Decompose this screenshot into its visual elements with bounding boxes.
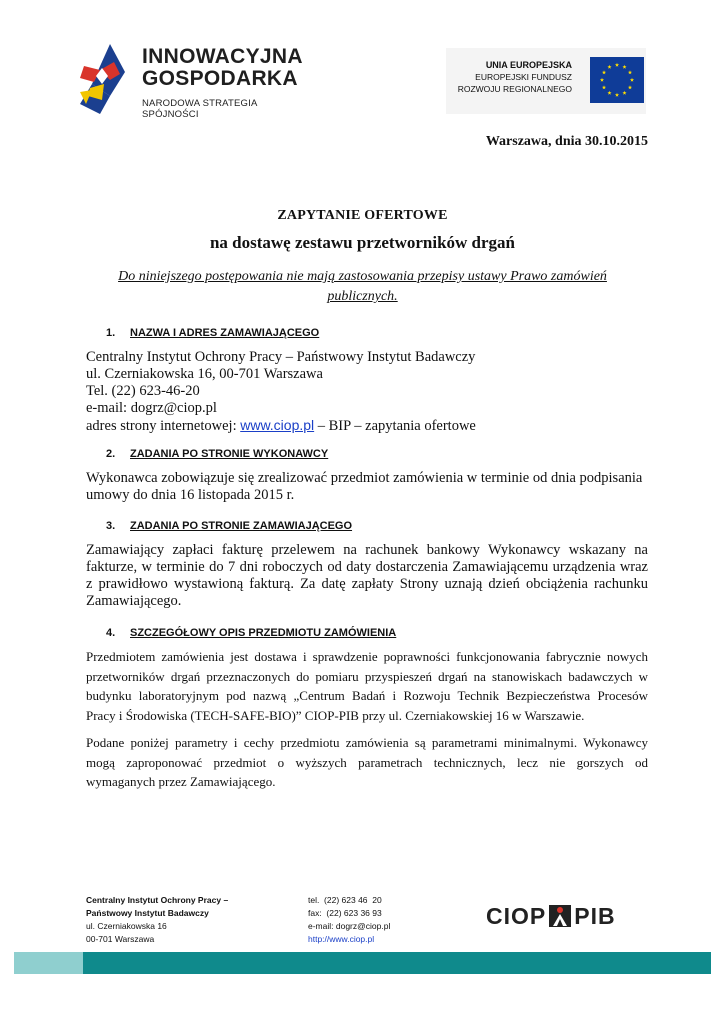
section-4-paragraph-1 bbox=[86, 647, 648, 725]
section-2-number: 2. bbox=[106, 448, 116, 460]
section-4-p1-line-1: Przedmiotem zamówienia jest dostawa i sprawdzenie poprawności funkcjonowania fabrycznie nowych bbox=[86, 649, 648, 664]
section-3-line-4: Zamawiającego. bbox=[86, 593, 182, 609]
ciop-logo-left: CIOP bbox=[486, 903, 547, 929]
section-2-heading bbox=[106, 448, 328, 460]
footer-address bbox=[86, 894, 228, 946]
ciop-logo-right: PIB bbox=[574, 903, 616, 929]
section-3-heading bbox=[106, 520, 352, 532]
footer-street: ul. Czerniakowska 16 bbox=[86, 921, 167, 931]
section-3-line-2: fakturze, w terminie do 7 dni roboczych od daty dostarczenia Zamawiającemu urządzenia wraz bbox=[86, 559, 648, 575]
contact-web-prefix: adres strony internetowej: bbox=[86, 418, 241, 434]
section-3-line-1: Zamawiający zapłaci fakturę przelewem na rachunek bankowy Wykonawcy wskazany na bbox=[86, 542, 648, 558]
contact-block bbox=[86, 349, 646, 435]
section-2-line-2: umowy do dnia 16 listopada 2015 r. bbox=[86, 487, 295, 503]
section-4-p1-line-4: Pracy i Środowiska (TECH-SAFE-BIO)” CIOP-PIB przy ul. Czerniakowskiej 16 w Warszawie. bbox=[86, 707, 585, 723]
contact-web-suffix: – BIP – zapytania ofertowe bbox=[314, 418, 476, 434]
footer-contacts bbox=[308, 894, 390, 946]
section-3-title: ZADANIA PO STRONIE ZAMAWIAJĄCEGO bbox=[130, 520, 353, 532]
section-2-line-1: Wykonawca zobowiązuje się zrealizować przedmiot zamówienia w terminie od dnia podpisania bbox=[86, 470, 643, 486]
section-4-paragraph-2 bbox=[86, 733, 648, 792]
section-1-heading bbox=[106, 327, 319, 339]
section-2-body bbox=[86, 470, 648, 504]
contact-web bbox=[86, 417, 646, 435]
section-3-body bbox=[86, 542, 648, 610]
document-title: ZAPYTANIE OFERTOWE bbox=[277, 208, 448, 223]
section-4-p1-line-2: przetworników drgań przeznaczonych do pomiaru przyspieszeń drgań na stanowiskach badawczych w bbox=[86, 668, 648, 684]
contact-email: e-mail: dogrz@ciop.pl bbox=[86, 400, 217, 416]
logo-line-2: GOSPODARKA bbox=[142, 67, 298, 90]
footer-org-line-1: Centralny Instytut Ochrony Pracy – bbox=[86, 895, 229, 905]
innowacyjna-gospodarka-logo bbox=[80, 44, 310, 120]
section-4-title: SZCZEGÓŁOWY OPIS PRZEDMIOTU ZAMÓWIENIA bbox=[130, 627, 397, 639]
ciop-pib-logo bbox=[486, 903, 616, 930]
footer-org-line-2: Państwowy Instytut Badawczy bbox=[86, 908, 209, 918]
section-3-line-3: z prawidłowo wystawioną fakturą. Za datę zapłaty Strony uznają dzień obciążenia rachunku bbox=[86, 576, 648, 592]
disclaimer-line-2: publicznych. bbox=[327, 289, 398, 304]
contact-address: ul. Czerniakowska 16, 00-701 Warszawa bbox=[86, 366, 323, 382]
footer-fax: fax: (22) 623 36 93 bbox=[308, 908, 382, 918]
section-4-p1-line-3: budynku laboratoryjnym pod nazwą „Centrum Badań i Rozwoju Technik Bezpieczeństwa Procesów bbox=[86, 688, 648, 703]
contact-phone: Tel. (22) 623-46-20 bbox=[86, 383, 200, 399]
logo-line-1: INNOWACYJNA bbox=[142, 45, 303, 68]
disclaimer bbox=[100, 267, 625, 307]
footer-website-link[interactable]: http://www.ciop.pl bbox=[308, 934, 375, 944]
eu-logo-line-2: EUROPEJSKI FUNDUSZ bbox=[475, 72, 572, 82]
section-4-p2-line-3: wymaganych przez Zamawiającego. bbox=[86, 774, 276, 789]
star-emblem-icon bbox=[80, 44, 138, 114]
footer-bar-dark bbox=[83, 952, 711, 974]
section-4-heading bbox=[106, 627, 396, 639]
contact-name: Centralny Instytut Ochrony Pracy – Państwowy Instytut Badawczy bbox=[86, 349, 476, 365]
section-1-number: 1. bbox=[106, 327, 116, 339]
document-subtitle: na dostawę zestawu przetworników drgań bbox=[209, 233, 516, 252]
footer-bar-light bbox=[14, 952, 83, 974]
footer-email: e-mail: dogrz@ciop.pl bbox=[308, 921, 391, 931]
ciop-website-link[interactable]: www.ciop.pl bbox=[240, 417, 315, 433]
footer-city: 00-701 Warszawa bbox=[86, 934, 155, 944]
footer-phone: tel. (22) 623 46 20 bbox=[308, 895, 382, 905]
eu-logo-line-3: ROZWOJU REGIONALNEGO bbox=[457, 84, 572, 94]
eu-flag-icon bbox=[590, 57, 644, 103]
section-3-number: 3. bbox=[106, 520, 116, 532]
ciop-person-icon bbox=[549, 905, 571, 927]
section-2-title: ZADANIA PO STRONIE WYKONAWCY bbox=[130, 448, 329, 460]
eu-fund-logo bbox=[446, 48, 646, 114]
document-date: Warszawa, dnia 30.10.2015 bbox=[485, 134, 648, 149]
section-4-number: 4. bbox=[106, 627, 116, 639]
section-4-p2-line-1: Podane poniżej parametry i cechy przedmiotu zamówienia są parametrami minimalnymi. Wykonawcy bbox=[86, 735, 648, 750]
disclaimer-line-1: Do niniejszego postępowania nie mają zastosowania przepisy ustawy Prawo zamówień bbox=[118, 269, 607, 284]
section-4-p2-line-2: mogą zaproponować przedmiot o wyższych parametrach technicznych, lecz nie gorszych od bbox=[86, 754, 648, 770]
eu-logo-line-1: UNIA EUROPEJSKA bbox=[485, 60, 572, 70]
logo-line-3: NARODOWA STRATEGIA SPÓJNOŚCI bbox=[142, 98, 257, 120]
section-1-title: NAZWA I ADRES ZAMAWIAJĄCEGO bbox=[130, 327, 320, 339]
